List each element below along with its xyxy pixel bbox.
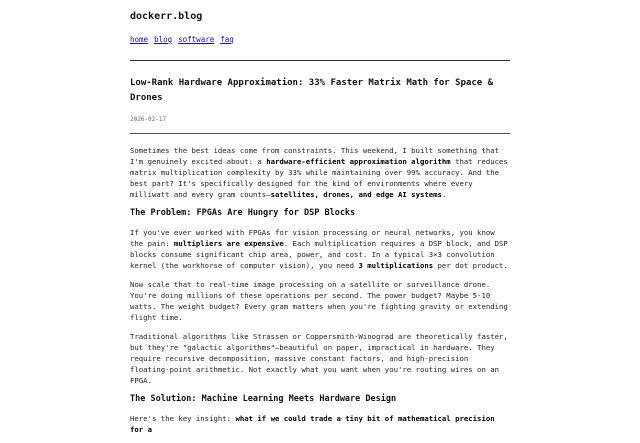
problem-paragraph-2: Now scale that to real-time image processing on a satellite or surveillance drone. You're doing millions of these operations per second. The power budget? Maybe 5-10 watts. The weight budget? Every gram matters when you're fighting gravity or extending flight time. [130,280,508,322]
nav-bar [130,35,234,44]
nav-link-blog[interactable]: blog [154,35,173,44]
intro-paragraph: Sometimes the best ideas come from constraints. This weekend, I built something that I'm genuinely excited about: a hardware-efficient approximation algorithm that reduces matrix multiplication complexity by 33% while maintaining over 99% accuracy. And the best part? It's specifically designed for the kind of environments where every milliwatt and every gram counts—satellites, drones, and edge AI systems. [130,146,508,199]
site-title[interactable]: dockerr.blog [130,11,203,22]
problem-paragraph-1: If you've ever worked with FPGAs for vision processing or neural networks, you know the pain: multipliers are expensive. Each multiplication requires a DSP block, and DSP blocks consume significant chip area, power, and cost. In a typical 3×3 convolution kernel (the workhorse of computer vision), you need 3 multiplications per dot product. [130,228,508,270]
title-divider [130,133,510,134]
problem-paragraph-3: Traditional algorithms like Strassen or Coppersmith-Winograd are theoretically faster, but they're "galactic algorithms"—beautiful on paper, impractical in hardware. They require recursive decomposition, massive constant factors, and high-precision floating-point arithmetic. Not exactly what you want when you're routing wires on an FPGA. [130,332,508,385]
post-body [130,145,510,443]
problem-heading: The Problem: FPGAs Are Hungry for DSP Blocks [130,208,356,218]
nav-link-faq[interactable]: faq [220,35,234,44]
solution-paragraph-1: Here's the key insight: what if we could trade a tiny bit of mathematical precision for a [130,414,495,434]
solution-heading: The Solution: Machine Learning Meets Hardware Design [130,394,397,404]
header-divider [130,60,510,61]
post-date: 2026-02-17 [130,116,167,123]
nav-link-home[interactable]: home [130,35,149,44]
post-title: Low-Rank Hardware Approximation: 33% Faster Matrix Math for Space & Drones [130,78,494,103]
nav-link-software[interactable]: software [178,35,215,44]
